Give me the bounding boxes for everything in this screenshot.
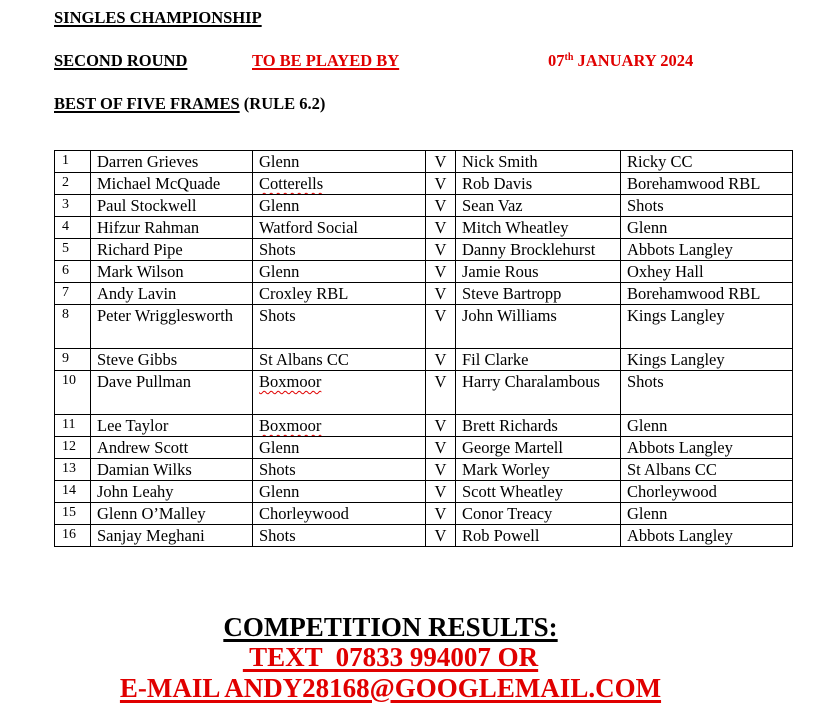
table-row	[55, 437, 793, 459]
away-player: Rob Davis	[456, 173, 621, 195]
fixture-number: 9	[55, 349, 91, 371]
away-club: Shots	[621, 195, 793, 217]
table-row	[55, 415, 793, 437]
fixture-number: 16	[55, 525, 91, 547]
home-club: Glenn	[253, 151, 426, 173]
home-club: Shots	[253, 525, 426, 547]
away-player: Scott Wheatley	[456, 481, 621, 503]
home-player: Richard Pipe	[91, 239, 253, 261]
home-player: Paul Stockwell	[91, 195, 253, 217]
fixture-number: 2	[55, 173, 91, 195]
away-club: Glenn	[621, 503, 793, 525]
home-club: Shots	[253, 459, 426, 481]
home-club: St Albans CC	[253, 349, 426, 371]
home-club: Croxley RBL	[253, 283, 426, 305]
away-player: Jamie Rous	[456, 261, 621, 283]
away-club: Borehamwood RBL	[621, 173, 793, 195]
away-player: Nick Smith	[456, 151, 621, 173]
away-club: St Albans CC	[621, 459, 793, 481]
versus-marker: V	[426, 349, 456, 371]
away-club: Glenn	[621, 415, 793, 437]
away-player: Rob Powell	[456, 525, 621, 547]
table-row	[55, 217, 793, 239]
table-row	[55, 481, 793, 503]
home-player: Andy Lavin	[91, 283, 253, 305]
results-phone: TEXT 07833 994007 OR	[242, 642, 539, 672]
fixture-number: 7	[55, 283, 91, 305]
table-row	[55, 503, 793, 525]
table-row	[55, 195, 793, 217]
table-row	[55, 151, 793, 173]
fixture-number: 8	[55, 305, 91, 349]
away-player: John Williams	[456, 305, 621, 349]
home-club: Glenn	[253, 261, 426, 283]
fixture-number: 14	[55, 481, 91, 503]
date-day: 07	[548, 51, 565, 70]
home-player: Peter Wrigglesworth	[91, 305, 253, 349]
fixtures-table	[54, 150, 793, 547]
frames-label: BEST OF FIVE FRAMES	[54, 94, 240, 113]
away-club: Chorleywood	[621, 481, 793, 503]
away-club: Oxhey Hall	[621, 261, 793, 283]
table-row	[55, 305, 793, 349]
document-title: SINGLES CHAMPIONSHIP	[54, 8, 262, 27]
versus-marker: V	[426, 173, 456, 195]
fixture-number: 10	[55, 371, 91, 415]
home-player: Andrew Scott	[91, 437, 253, 459]
home-player: Dave Pullman	[91, 371, 253, 415]
home-club: Glenn	[253, 481, 426, 503]
table-row	[55, 261, 793, 283]
date-month-year: JANUARY 2024	[573, 51, 694, 70]
away-player: Brett Richards	[456, 415, 621, 437]
home-player: Hifzur Rahman	[91, 217, 253, 239]
away-player: Steve Bartropp	[456, 283, 621, 305]
home-club: Glenn	[253, 195, 426, 217]
versus-marker: V	[426, 371, 456, 415]
away-club: Abbots Langley	[621, 239, 793, 261]
versus-marker: V	[426, 459, 456, 481]
home-player: Damian Wilks	[91, 459, 253, 481]
results-heading-text: COMPETITION RESULTS:	[223, 612, 558, 642]
fixture-number: 1	[55, 151, 91, 173]
home-player: Mark Wilson	[91, 261, 253, 283]
table-row	[55, 283, 793, 305]
table-row	[55, 371, 793, 415]
away-player: Mark Worley	[456, 459, 621, 481]
versus-marker: V	[426, 239, 456, 261]
fixture-number: 13	[55, 459, 91, 481]
versus-marker: V	[426, 195, 456, 217]
fixture-number: 15	[55, 503, 91, 525]
fixture-number: 4	[55, 217, 91, 239]
versus-marker: V	[426, 151, 456, 173]
home-club	[253, 371, 426, 415]
fixture-number: 12	[55, 437, 91, 459]
away-club: Shots	[621, 371, 793, 415]
home-club: Glenn	[253, 437, 426, 459]
away-club: Borehamwood RBL	[621, 283, 793, 305]
results-heading	[0, 612, 798, 643]
table-row	[55, 525, 793, 547]
versus-marker: V	[426, 261, 456, 283]
table-row	[55, 349, 793, 371]
results-email-line	[0, 673, 798, 704]
match-format	[54, 94, 325, 114]
home-player: Sanjay Meghani	[91, 525, 253, 547]
versus-marker: V	[426, 437, 456, 459]
home-club: Shots	[253, 239, 426, 261]
rule-reference: (RULE 6.2)	[239, 94, 326, 113]
home-player: Michael McQuade	[91, 173, 253, 195]
away-club: Ricky CC	[621, 151, 793, 173]
home-player: Lee Taylor	[91, 415, 253, 437]
club-name: Boxmoor	[259, 372, 322, 391]
home-club	[253, 415, 426, 437]
away-player: Mitch Wheatley	[456, 217, 621, 239]
table-row	[55, 173, 793, 195]
fixture-number: 5	[55, 239, 91, 261]
versus-marker: V	[426, 503, 456, 525]
results-text-line	[0, 642, 798, 673]
away-player: George Martell	[456, 437, 621, 459]
club-name: Boxmoor	[259, 416, 322, 435]
deadline-label: TO BE PLAYED BY	[252, 51, 400, 70]
away-club: Abbots Langley	[621, 525, 793, 547]
fixture-number: 3	[55, 195, 91, 217]
versus-marker: V	[426, 525, 456, 547]
away-player: Fil Clarke	[456, 349, 621, 371]
home-club: Watford Social	[253, 217, 426, 239]
home-club: Shots	[253, 305, 426, 349]
table-row	[55, 239, 793, 261]
away-club: Abbots Langley	[621, 437, 793, 459]
away-player: Danny Brocklehurst	[456, 239, 621, 261]
date-suffix: th	[564, 52, 574, 63]
home-club	[253, 173, 426, 195]
away-player: Harry Charalambous	[456, 371, 621, 415]
versus-marker: V	[426, 481, 456, 503]
table-row	[55, 459, 793, 481]
round-label: SECOND ROUND	[54, 51, 188, 70]
away-player: Conor Treacy	[456, 503, 621, 525]
home-player: Darren Grieves	[91, 151, 253, 173]
versus-marker: V	[426, 283, 456, 305]
home-club: Chorleywood	[253, 503, 426, 525]
fixture-number: 11	[55, 415, 91, 437]
versus-marker: V	[426, 217, 456, 239]
home-player: Glenn O’Malley	[91, 503, 253, 525]
away-player: Sean Vaz	[456, 195, 621, 217]
away-club: Kings Langley	[621, 349, 793, 371]
fixture-number: 6	[55, 261, 91, 283]
club-name: Cotterells	[259, 174, 324, 193]
home-player: Steve Gibbs	[91, 349, 253, 371]
away-club: Glenn	[621, 217, 793, 239]
versus-marker: V	[426, 415, 456, 437]
versus-marker: V	[426, 305, 456, 349]
home-player: John Leahy	[91, 481, 253, 503]
away-club: Kings Langley	[621, 305, 793, 349]
deadline-date	[548, 51, 693, 71]
results-email[interactable]: E-MAIL ANDY28168@GOOGLEMAIL.COM	[119, 673, 662, 703]
